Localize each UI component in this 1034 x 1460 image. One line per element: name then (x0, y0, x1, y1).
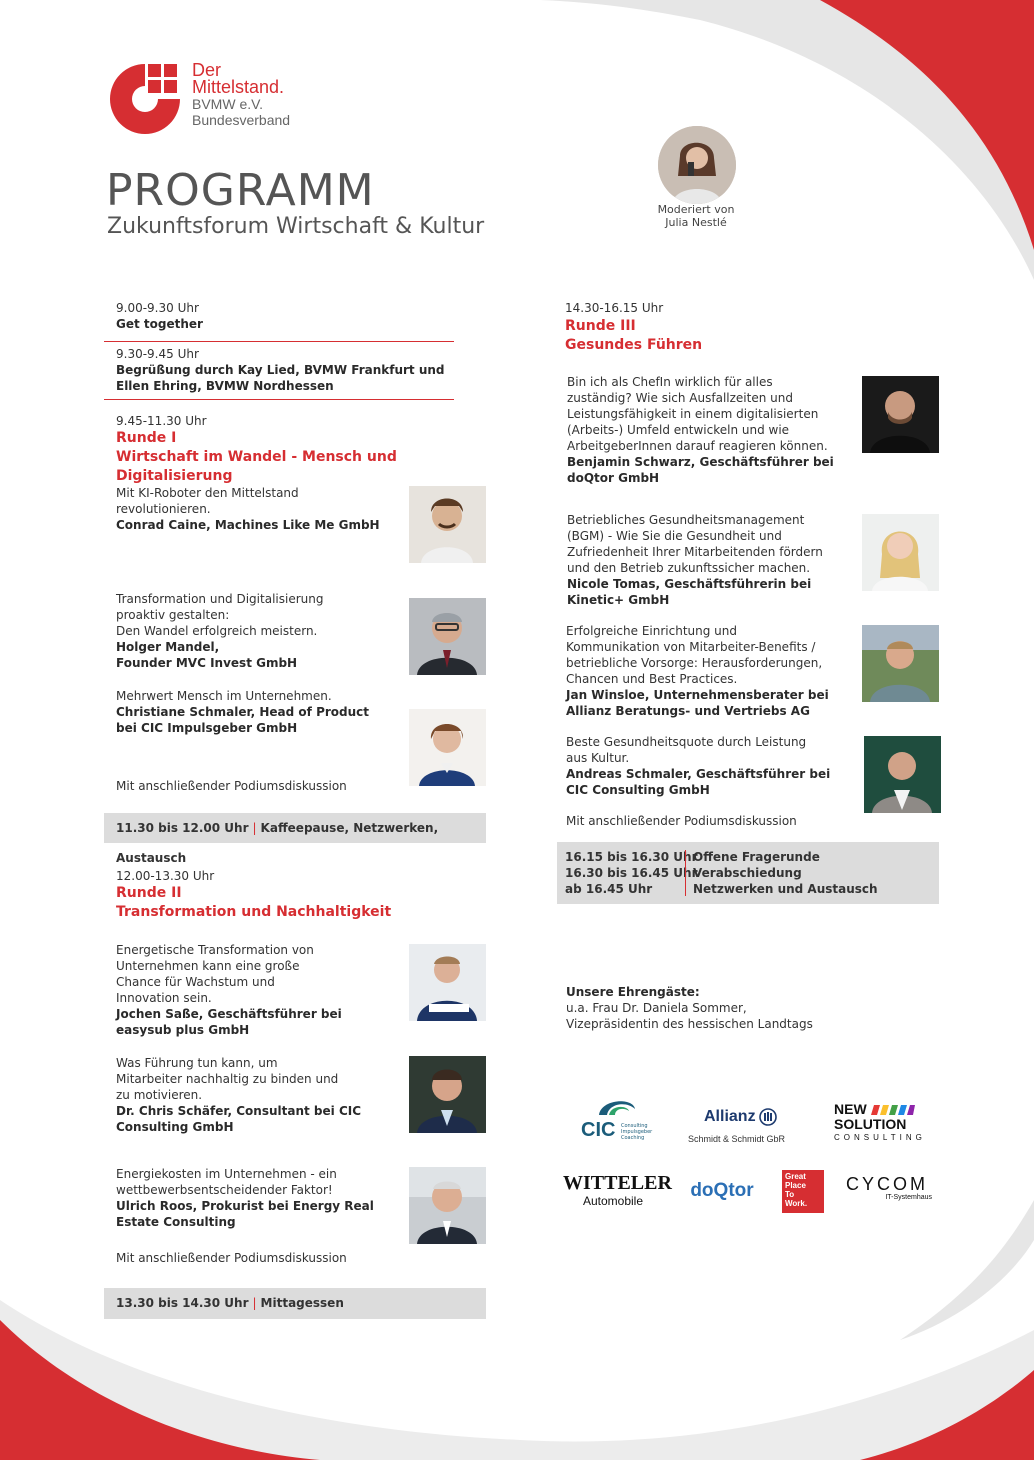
cic-subtext: Consulting Impulsgeber Coaching (621, 1123, 653, 1141)
guests-line2: Vizepräsidentin des hessischen Landtags (566, 1017, 813, 1031)
runde2-discussion: Mit anschließender Podiumsdiskussion (116, 1251, 347, 1265)
divider (104, 341, 454, 342)
coffee-break-time: 11.30 bis 12.00 Uhr (116, 821, 249, 835)
sponsor-logo-new-solution (832, 1101, 926, 1150)
moderator-label (636, 203, 756, 229)
bvmw-emblem-icon (106, 60, 184, 138)
cycom-text: CYCOM (846, 1174, 928, 1194)
closing-item: Netzwerken und Austausch (693, 882, 878, 896)
talk-speaker: Andreas Schmaler, Geschäftsführer bei CIC Consulting GmbH (566, 767, 831, 797)
moderator-name: Julia Nestlé (665, 216, 727, 229)
get-together-title: Get together (116, 317, 203, 331)
bar-separator: | (252, 1296, 257, 1310)
closing-bar (557, 842, 939, 904)
speaker-photo-ulrich-roos (409, 1167, 486, 1244)
coffee-break-text: Kaffeepause, Netzwerken, Austausch (116, 821, 439, 865)
allianz-subtext: Schmidt & Schmidt GbR (688, 1134, 786, 1144)
runde3-time: 14.30-16.15 Uhr (565, 301, 664, 315)
closing-time: 16.15 bis 16.30 Uhr (565, 850, 698, 864)
sponsor-logo-great-place-to-work (782, 1170, 824, 1213)
speaker-photo-holger-mandel (409, 598, 486, 675)
runde3-title: Gesundes Führen (565, 337, 703, 353)
runde3-header (565, 300, 865, 355)
sponsor-logo-cic (575, 1093, 665, 1145)
honored-guests (566, 984, 886, 1032)
witteler-line1: WITTELER (563, 1172, 672, 1194)
new-solution-line3: CONSULTING (834, 1133, 926, 1142)
cic-text: CIC (581, 1119, 616, 1141)
speaker-photo-nicole-tomas (862, 514, 939, 591)
talk-speaker: Christiane Schmaler, Head of Product bei CIC Impulsgeber GmbH (116, 705, 370, 735)
logo-line-bvmw: BVMW e.V. (192, 96, 264, 112)
sponsor-logo-doqtor (680, 1178, 764, 1204)
talk-topic: Beste Gesundheitsquote durch Leistung aus Kultur. (566, 735, 807, 765)
sponsor-logo-witteler (560, 1170, 672, 1210)
closing-time: ab 16.45 Uhr (565, 882, 653, 896)
sponsor-logo-allianz (684, 1104, 796, 1150)
witteler-line2: Automobile (582, 1194, 644, 1208)
page-title: PROGRAMM (106, 165, 375, 216)
speaker-photo-andreas-schmaler (864, 736, 941, 813)
speaker-photo-christiane-schmaler (409, 709, 486, 786)
talk-topic: Was Führung tun kann, um Mitarbeiter nachhaltig zu binden und zu motivieren. (116, 1056, 339, 1102)
doqtor-text: doQtor (690, 1180, 754, 1201)
talk-item (116, 1166, 396, 1230)
new-solution-line1: NEW (834, 1101, 867, 1117)
get-together-item (116, 300, 456, 332)
cycom-subtext: IT-Systemhaus (885, 1194, 932, 1201)
runde1-label: Runde I (116, 430, 177, 446)
moderator-avatar (658, 126, 736, 204)
talk-speaker: Conrad Caine, Machines Like Me GmbH (116, 518, 380, 532)
gptw-text: Great Place To Work. (785, 1172, 808, 1208)
talk-item (116, 1055, 396, 1135)
talk-item (567, 374, 852, 486)
lunch-text: Mittagessen (260, 1296, 344, 1310)
talk-speaker: Ulrich Roos, Prokurist bei Energy Real Estate Consulting (116, 1199, 374, 1229)
runde2-time: 12.00-13.30 Uhr (116, 869, 215, 883)
talk-item (567, 512, 852, 608)
talk-topic: Transformation und Digitalisierung proaktiv gestalten: Den Wandel erfolgreich meistern. (116, 592, 324, 638)
page-subtitle: Zukunftsforum Wirtschaft & Kultur (107, 214, 485, 239)
allianz-eagle-icon (759, 1108, 777, 1126)
new-solution-line2: SOLUTION (834, 1116, 907, 1132)
welcome-item (116, 346, 461, 394)
runde1-title: Wirtschaft im Wandel - Mensch und Digitalisierung (116, 449, 397, 484)
speaker-photo-chris-schaefer (409, 1056, 486, 1133)
guests-heading: Unsere Ehrengäste: (566, 985, 700, 999)
talk-topic: Energetische Transformation von Unternehmen kann eine große Chance für Wachstum und Innovation sein. (116, 943, 314, 1005)
divider (104, 399, 454, 400)
runde1-header (116, 413, 496, 486)
talk-item (566, 734, 856, 798)
get-together-time: 9.00-9.30 Uhr (116, 301, 199, 315)
talk-topic: Bin ich als ChefIn wirklich für alles zuständig? Wie sich Ausfallzeiten und Leistungsfähigkeit in einem digitalisierten (Arbeits-) Umfeld entwickeln und wie ArbeitgeberInnen darauf reagieren können. (567, 375, 828, 453)
bvmw-logo (106, 60, 306, 140)
cic-swirl-icon (597, 1095, 637, 1117)
talk-topic: Erfolgreiche Einrichtung und Kommunikation von Mitarbeiter-Benefits / betriebliche Vorsorge: Herausforderungen, Chancen und Best Practices. (566, 624, 823, 686)
talk-speaker: Jan Winsloe, Unternehmensberater bei Allianz Beratungs- und Vertriebs AG (566, 688, 829, 718)
lunch-time: 13.30 bis 14.30 Uhr (116, 1296, 249, 1310)
talk-item (566, 623, 856, 719)
runde2-header (116, 868, 496, 922)
runde3-label: Runde III (565, 318, 636, 334)
talk-speaker: Dr. Chris Schäfer, Consultant bei CIC Consulting GmbH (116, 1104, 362, 1134)
color-bars-icon (871, 1105, 915, 1115)
closing-item: Offene Fragerunde (693, 850, 820, 864)
welcome-text: Begrüßung durch Kay Lied, BVMW Frankfurt und Ellen Ehring, BVMW Nordhessen (116, 363, 445, 393)
speaker-photo-jochen-sasse (409, 944, 486, 1021)
runde1-time: 9.45-11.30 Uhr (116, 414, 207, 428)
welcome-time: 9.30-9.45 Uhr (116, 347, 199, 361)
talk-topic: Mit KI-Roboter den Mittelstand revolutionieren. (116, 486, 299, 516)
coffee-break-bar (104, 813, 486, 865)
runde2-title: Transformation und Nachhaltigkeit (116, 904, 392, 920)
speaker-photo-jan-winsloe (862, 625, 939, 702)
guests-line1: u.a. Frau Dr. Daniela Sommer, (566, 1001, 747, 1015)
talk-topic: Mehrwert Mensch im Unternehmen. (116, 689, 332, 703)
logo-line-mittelstand: Mittelstand. (192, 77, 285, 97)
runde3-discussion: Mit anschließender Podiumsdiskussion (566, 814, 797, 828)
runde2-label: Runde II (116, 885, 182, 901)
logo-line-bundesverband: Bundesverband (192, 112, 291, 128)
talk-item (116, 485, 396, 533)
bar-separator: | (252, 821, 257, 835)
talk-item (116, 688, 396, 736)
talk-item (116, 591, 396, 671)
moderator-line1: Moderiert von (657, 203, 735, 216)
talk-speaker: Holger Mandel, Founder MVC Invest GmbH (116, 640, 298, 670)
talk-topic: Energiekosten im Unternehmen - ein wettbewerbsentscheidender Faktor! (116, 1167, 337, 1197)
talk-speaker: Benjamin Schwarz, Geschäftsführer bei doQtor GmbH (567, 455, 834, 485)
closing-item: Verabschiedung (693, 866, 802, 880)
talk-item (116, 942, 396, 1038)
talk-speaker: Nicole Tomas, Geschäftsführerin bei Kinetic+ GmbH (567, 577, 812, 607)
speaker-photo-benjamin-schwarz (862, 376, 939, 453)
talk-topic: Betriebliches Gesundheitsmanagement (BGM) - Wie Sie die Gesundheit und Zufriedenheit Ihrer Mitarbeitenden fördern und den Betrieb zukunftssicher machen. (567, 513, 823, 575)
talk-speaker: Jochen Saße, Geschäftsführer bei easysub plus GmbH (116, 1007, 342, 1037)
closing-time: 16.30 bis 16.45 Uhr (565, 866, 698, 880)
lunch-bar (104, 1288, 486, 1319)
logo-line-der: Der (192, 60, 222, 80)
speaker-photo-conrad-caine (409, 486, 486, 563)
closing-separator (685, 850, 686, 896)
sponsor-logo-cycom (842, 1172, 938, 1212)
allianz-text: Allianz (704, 1108, 756, 1125)
runde1-discussion: Mit anschließender Podiumsdiskussion (116, 779, 347, 793)
